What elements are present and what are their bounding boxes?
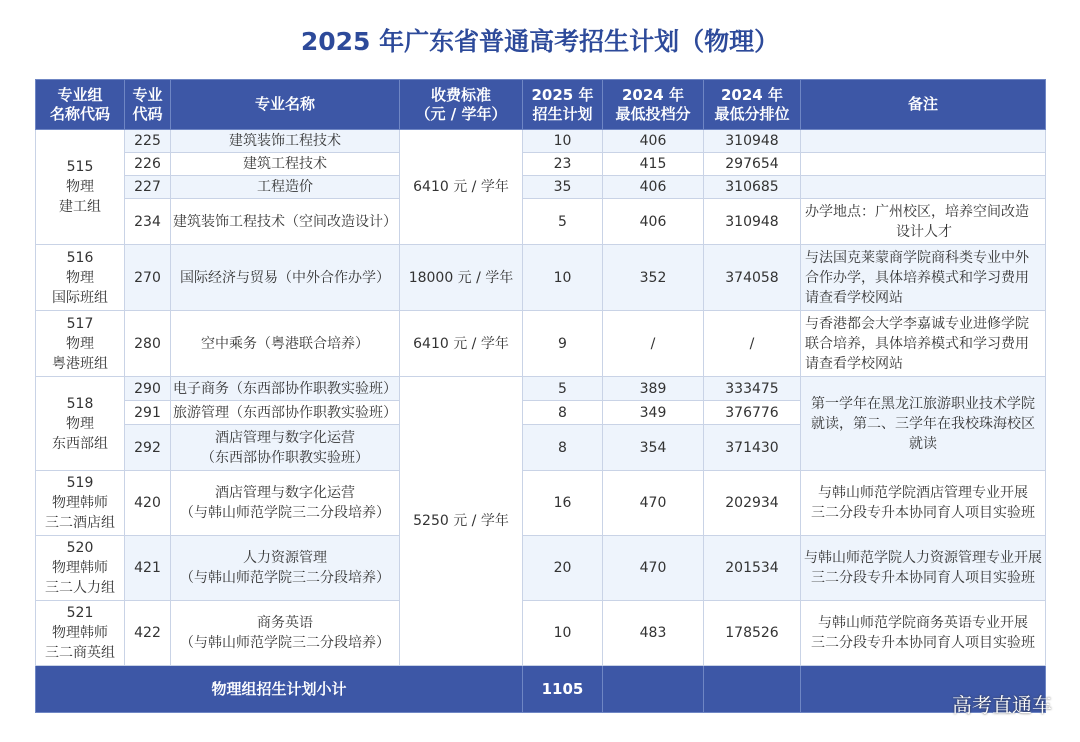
subtotal-label: 物理组招生计划小计 bbox=[36, 666, 523, 713]
note-cell: 与香港都会大学李嘉诚专业进修学院 联合培养，具体培养模式和学习费用 请查看学校网站 bbox=[801, 311, 1046, 377]
rank-cell: 310685 bbox=[704, 176, 801, 199]
plan-cell: 35 bbox=[523, 176, 603, 199]
plan-cell: 5 bbox=[523, 199, 603, 245]
page-title: 2025 年广东省普通高考招生计划（物理） bbox=[300, 27, 780, 56]
table-row bbox=[36, 199, 1046, 245]
major-code-cell: 291 bbox=[125, 401, 171, 425]
header-min-score-2024: 2024 年 最低投档分 bbox=[603, 80, 704, 130]
score-cell: 406 bbox=[603, 176, 704, 199]
fee-cell: 6410 元 / 学年 bbox=[400, 311, 523, 377]
major-code-cell: 280 bbox=[125, 311, 171, 377]
table-row bbox=[36, 601, 1046, 666]
table-row bbox=[36, 536, 1046, 601]
major-name-cell: 国际经济与贸易（中外合作办学） bbox=[171, 245, 400, 311]
fee-cell: 5250 元 / 学年 bbox=[400, 377, 523, 666]
header-major-code: 专业 代码 bbox=[125, 80, 171, 130]
group-code-cell: 517 物理 粤港班组 bbox=[36, 311, 125, 377]
major-name-cell: 旅游管理（东西部协作职教实验班） bbox=[171, 401, 400, 425]
rank-cell: 202934 bbox=[704, 471, 801, 536]
note-cell: 与法国克莱蒙商学院商科类专业中外 合作办学，具体培养模式和学习费用 请查看学校网站 bbox=[801, 245, 1046, 311]
plan-cell: 5 bbox=[523, 377, 603, 401]
rank-cell: 310948 bbox=[704, 199, 801, 245]
major-code-cell: 234 bbox=[125, 199, 171, 245]
major-code-cell: 421 bbox=[125, 536, 171, 601]
table-row bbox=[36, 130, 1046, 153]
group-code-cell: 520 物理韩师 三二人力组 bbox=[36, 536, 125, 601]
score-cell: 483 bbox=[603, 601, 704, 666]
table-row bbox=[36, 176, 1046, 199]
table-row bbox=[36, 471, 1046, 536]
fee-cell: 6410 元 / 学年 bbox=[400, 130, 523, 245]
fee-cell: 18000 元 / 学年 bbox=[400, 245, 523, 311]
header-major-name: 专业名称 bbox=[171, 80, 400, 130]
score-cell: / bbox=[603, 311, 704, 377]
major-code-cell: 422 bbox=[125, 601, 171, 666]
note-cell bbox=[801, 153, 1046, 176]
plan-cell: 8 bbox=[523, 401, 603, 425]
header-row bbox=[36, 80, 1046, 130]
rank-cell: 297654 bbox=[704, 153, 801, 176]
score-cell: 415 bbox=[603, 153, 704, 176]
group-code-cell: 515 物理 建工组 bbox=[36, 130, 125, 245]
score-cell: 470 bbox=[603, 536, 704, 601]
note-cell: 与韩山师范学院人力资源管理专业开展 三二分段专升本协同育人项目实验班 bbox=[801, 536, 1046, 601]
major-code-cell: 226 bbox=[125, 153, 171, 176]
rank-cell: 376776 bbox=[704, 401, 801, 425]
group-code-cell: 519 物理韩师 三二酒店组 bbox=[36, 471, 125, 536]
table-row bbox=[36, 245, 1046, 311]
note-cell bbox=[801, 130, 1046, 153]
major-name-cell: 电子商务（东西部协作职教实验班） bbox=[171, 377, 400, 401]
header-note: 备注 bbox=[801, 80, 1046, 130]
rank-cell: 374058 bbox=[704, 245, 801, 311]
major-name-cell: 建筑装饰工程技术（空间改造设计） bbox=[171, 199, 400, 245]
header-min-rank-2024: 2024 年 最低分排位 bbox=[704, 80, 801, 130]
group-code-cell: 521 物理韩师 三二商英组 bbox=[36, 601, 125, 666]
header-fee: 收费标准 （元 / 学年） bbox=[400, 80, 523, 130]
subtotal-empty bbox=[603, 666, 704, 713]
major-name-cell: 空中乘务（粤港联合培养） bbox=[171, 311, 400, 377]
score-cell: 389 bbox=[603, 377, 704, 401]
rank-cell: / bbox=[704, 311, 801, 377]
table-row bbox=[36, 311, 1046, 377]
rank-cell: 178526 bbox=[704, 601, 801, 666]
note-cell: 第一学年在黑龙江旅游职业技术学院 就读，第二、三学年在我校珠海校区 就读 bbox=[801, 377, 1046, 471]
rank-cell: 371430 bbox=[704, 425, 801, 471]
rank-cell: 310948 bbox=[704, 130, 801, 153]
major-name-cell: 商务英语 （与韩山师范学院三二分段培养） bbox=[171, 601, 400, 666]
major-code-cell: 227 bbox=[125, 176, 171, 199]
plan-cell: 10 bbox=[523, 245, 603, 311]
major-code-cell: 420 bbox=[125, 471, 171, 536]
header-group-code: 专业组 名称代码 bbox=[36, 80, 125, 130]
major-code-cell: 270 bbox=[125, 245, 171, 311]
plan-cell: 10 bbox=[523, 130, 603, 153]
subtotal-row bbox=[36, 666, 1046, 713]
note-cell: 与韩山师范学院酒店管理专业开展 三二分段专升本协同育人项目实验班 bbox=[801, 471, 1046, 536]
subtotal-empty bbox=[704, 666, 801, 713]
major-code-cell: 290 bbox=[125, 377, 171, 401]
plan-cell: 23 bbox=[523, 153, 603, 176]
major-code-cell: 225 bbox=[125, 130, 171, 153]
score-cell: 406 bbox=[603, 199, 704, 245]
score-cell: 354 bbox=[603, 425, 704, 471]
score-cell: 406 bbox=[603, 130, 704, 153]
score-cell: 470 bbox=[603, 471, 704, 536]
score-cell: 352 bbox=[603, 245, 704, 311]
table-row bbox=[36, 153, 1046, 176]
note-cell bbox=[801, 176, 1046, 199]
plan-cell: 9 bbox=[523, 311, 603, 377]
note-cell: 与韩山师范学院商务英语专业开展 三二分段专升本协同育人项目实验班 bbox=[801, 601, 1046, 666]
major-name-cell: 酒店管理与数字化运营 （东西部协作职教实验班） bbox=[171, 425, 400, 471]
major-name-cell: 建筑装饰工程技术 bbox=[171, 130, 400, 153]
major-code-cell: 292 bbox=[125, 425, 171, 471]
major-name-cell: 酒店管理与数字化运营 （与韩山师范学院三二分段培养） bbox=[171, 471, 400, 536]
major-name-cell: 工程造价 bbox=[171, 176, 400, 199]
watermark: 高考直通车 bbox=[952, 693, 1052, 717]
rank-cell: 333475 bbox=[704, 377, 801, 401]
note-cell: 办学地点：广州校区，培养空间改造 设计人才 bbox=[801, 199, 1046, 245]
rank-cell: 201534 bbox=[704, 536, 801, 601]
plan-cell: 20 bbox=[523, 536, 603, 601]
plan-cell: 10 bbox=[523, 601, 603, 666]
major-name-cell: 建筑工程技术 bbox=[171, 153, 400, 176]
group-code-cell: 516 物理 国际班组 bbox=[36, 245, 125, 311]
subtotal-value: 1105 bbox=[523, 666, 603, 713]
major-name-cell: 人力资源管理 （与韩山师范学院三二分段培养） bbox=[171, 536, 400, 601]
group-code-cell: 518 物理 东西部组 bbox=[36, 377, 125, 471]
score-cell: 349 bbox=[603, 401, 704, 425]
plan-cell: 16 bbox=[523, 471, 603, 536]
table-row bbox=[36, 377, 1046, 401]
plan-cell: 8 bbox=[523, 425, 603, 471]
admission-plan-table bbox=[35, 79, 1046, 713]
header-plan-2025: 2025 年 招生计划 bbox=[523, 80, 603, 130]
